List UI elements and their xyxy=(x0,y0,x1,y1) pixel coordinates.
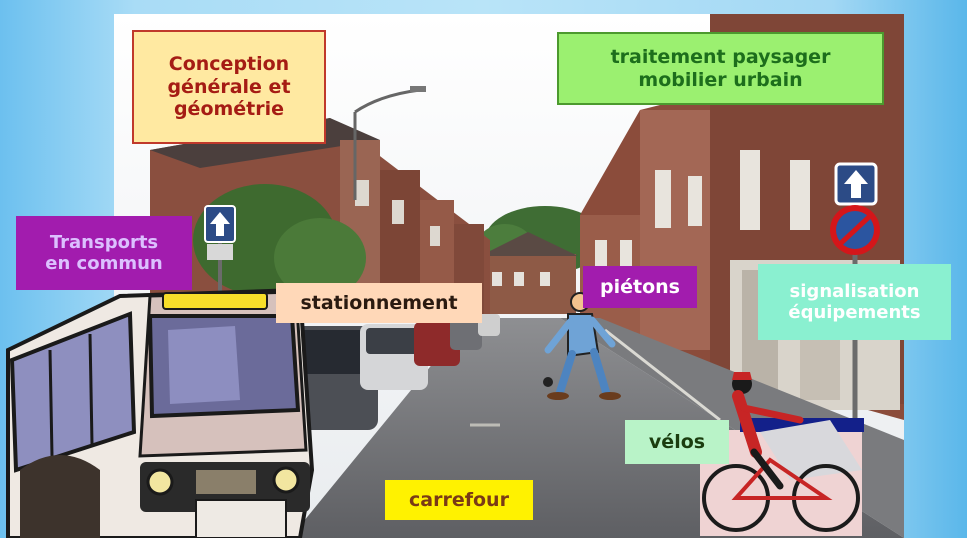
bus-clipart xyxy=(8,290,312,538)
label-stationnement: stationnement xyxy=(276,283,482,323)
label-transports-en-commun: Transports en commun xyxy=(16,216,192,290)
label-conception: Conception générale et géométrie xyxy=(132,30,326,144)
label-signalisation: signalisation équipements xyxy=(758,264,951,340)
label-carrefour: carrefour xyxy=(385,480,533,520)
label-pietons: piétons xyxy=(583,266,697,308)
label-velos: vélos xyxy=(625,420,729,464)
label-traitement-paysager: traitement paysager mobilier urbain xyxy=(557,32,884,105)
